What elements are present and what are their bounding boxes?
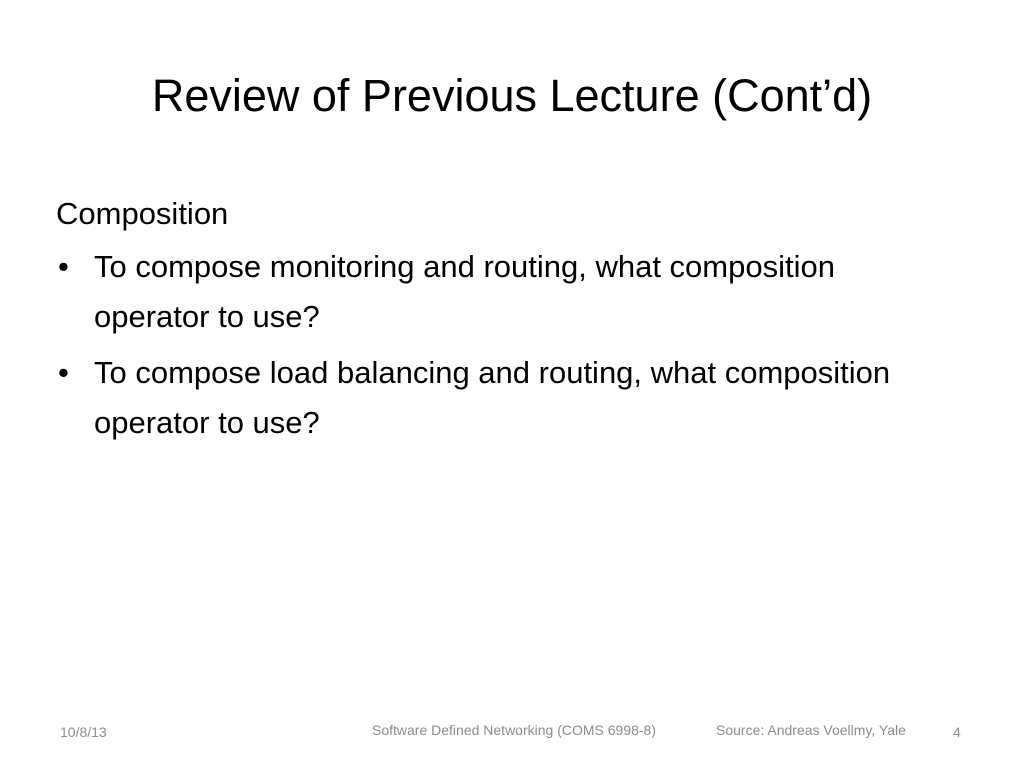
footer-date: 10/8/13 bbox=[60, 724, 107, 740]
bullet-item bbox=[56, 242, 936, 342]
bullet-icon: • bbox=[58, 249, 69, 284]
page-number: 4 bbox=[953, 724, 961, 740]
footer-course: Software Defined Networking (COMS 6998-8) bbox=[372, 722, 657, 738]
slide-title: Review of Previous Lecture (Cont’d) bbox=[151, 70, 873, 121]
footer-source: Source: Andreas Voellmy, Yale bbox=[716, 722, 906, 738]
bullet-list bbox=[56, 242, 936, 448]
section-heading: Composition bbox=[56, 196, 229, 231]
bullet-text: To compose monitoring and routing, what composition operator to use? bbox=[94, 249, 835, 334]
bullet-icon: • bbox=[58, 355, 69, 390]
slide-content bbox=[56, 192, 936, 454]
bullet-text: To compose load balancing and routing, what composition operator to use? bbox=[94, 355, 891, 440]
bullet-item bbox=[56, 348, 936, 448]
